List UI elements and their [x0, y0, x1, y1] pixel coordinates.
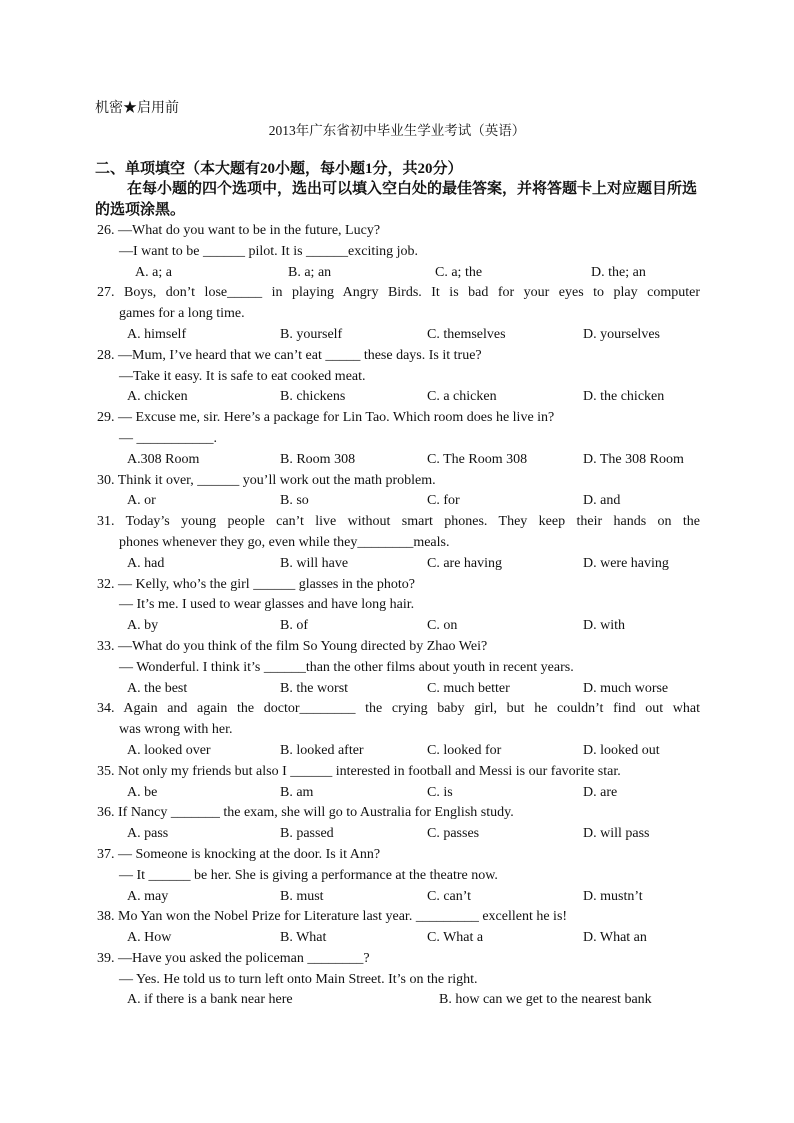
confidential-mark: 机密★启用前 [95, 101, 179, 116]
section-heading: 二、单项填空（本大题有20小题，每小题1分，共20分） [95, 161, 463, 177]
option-b[interactable]: B. looked after [280, 742, 364, 758]
option-b[interactable]: B. What [280, 930, 327, 946]
option-a[interactable]: A. himself [127, 326, 187, 342]
question-item [97, 221, 700, 283]
question-item [97, 762, 700, 804]
option-a[interactable]: A. if there is a bank near here [127, 992, 293, 1008]
option-a[interactable]: A. chicken [127, 389, 188, 405]
options-row [97, 616, 700, 637]
question-item [97, 471, 700, 513]
question-item [97, 699, 700, 761]
options-row [97, 491, 700, 512]
question-item [97, 575, 700, 637]
question-item [97, 949, 700, 1011]
option-d[interactable]: D. the; an [591, 264, 646, 280]
option-b[interactable]: B. must [280, 888, 324, 904]
option-b[interactable]: B. passed [280, 826, 334, 842]
option-b[interactable]: B. so [280, 493, 309, 509]
option-a[interactable]: A. How [127, 930, 172, 946]
option-c[interactable]: C. can’t [427, 888, 472, 904]
option-d[interactable]: D. the chicken [583, 389, 665, 405]
question-line: — Wonderful. I think it’s ______than the other films about youth in recent years. [119, 659, 574, 675]
option-b[interactable]: B. of [280, 618, 308, 634]
option-c[interactable]: C. are having [427, 555, 503, 571]
options-row [97, 990, 700, 1011]
option-a[interactable]: A. by [127, 618, 159, 634]
question-line: was wrong with her. [119, 722, 233, 738]
option-c[interactable]: C. themselves [427, 326, 506, 342]
option-d[interactable]: D. were having [583, 555, 669, 571]
exam-title: 2013年广东省初中毕业生学业考试（英语） [268, 123, 526, 138]
question-line: —Take it easy. It is safe to eat cooked meat. [119, 368, 366, 384]
question-stem: 35. Not only my friends but also I ______ interested in football and Messi is our favorite star. [97, 763, 621, 779]
question-item [97, 845, 700, 907]
question-line: — It ______ be her. She is giving a performance at the theatre now. [119, 867, 498, 883]
option-a[interactable]: A. had [127, 555, 165, 571]
option-a[interactable]: A. a; a [135, 264, 172, 280]
option-d[interactable]: D. What an [583, 930, 647, 946]
question-item [97, 408, 700, 470]
question-stem: 34. Again and again the doctor________ the crying baby girl, but he couldn’t find out what [97, 701, 700, 717]
option-b[interactable]: B. Room 308 [280, 451, 356, 467]
question-stem: 37. — Someone is knocking at the door. Is it Ann? [97, 846, 381, 862]
option-c[interactable]: C. looked for [427, 742, 502, 758]
option-a[interactable]: A. pass [127, 826, 169, 842]
options-row [97, 450, 700, 471]
option-a[interactable]: A. the best [127, 680, 188, 696]
option-b[interactable]: B. how can we get to the nearest bank [439, 992, 652, 1008]
question-stem: 32. — Kelly, who’s the girl ______ glasses in the photo? [97, 576, 415, 592]
options-row [97, 928, 700, 949]
option-d[interactable]: D. The 308 Room [583, 451, 684, 467]
option-b[interactable]: B. will have [280, 555, 349, 571]
option-c[interactable]: C. What a [427, 930, 484, 946]
option-d[interactable]: D. looked out [583, 742, 660, 758]
question-line: —I want to be ______ pilot. It is ______exciting job. [119, 243, 419, 259]
question-item [97, 512, 700, 574]
option-a[interactable]: A. or [127, 493, 156, 509]
option-a[interactable]: A. be [127, 784, 158, 800]
option-a[interactable]: A. may [127, 888, 169, 904]
question-line: — It’s me. I used to wear glasses and have long hair. [119, 597, 415, 613]
question-stem: 26. —What do you want to be in the future, Lucy? [97, 223, 381, 238]
option-b[interactable]: B. the worst [280, 680, 349, 696]
option-c[interactable]: C. is [427, 784, 453, 800]
option-b[interactable]: B. am [280, 784, 314, 800]
question-stem: 29. — Excuse me, sir. Here’s a package for Lin Tao. Which room does he live in? [97, 410, 555, 426]
option-c[interactable]: C. The Room 308 [427, 451, 528, 467]
question-item [97, 907, 700, 949]
option-d[interactable]: D. will pass [583, 826, 650, 842]
option-b[interactable]: B. a; an [288, 264, 332, 280]
question-line: — Yes. He told us to turn left onto Main Street. It’s on the right. [119, 971, 478, 987]
option-b[interactable]: B. yourself [280, 326, 343, 342]
options-row [97, 263, 700, 284]
option-d[interactable]: D. much worse [583, 680, 669, 696]
option-c[interactable]: C. a chicken [427, 389, 497, 405]
question-line: games for a long time. [119, 306, 245, 322]
question-stem: 33. —What do you think of the film So Young directed by Zhao Wei? [97, 638, 488, 654]
question-stem: 38. Mo Yan won the Nobel Prize for Literature last year. _________ excellent he is! [97, 909, 568, 925]
option-c[interactable]: C. for [427, 493, 460, 509]
question-stem: 30. Think it over, ______ you’ll work out the math problem. [97, 472, 436, 488]
question-stem: 39. —Have you asked the policeman ________? [97, 950, 370, 966]
option-b[interactable]: B. chickens [280, 389, 346, 405]
option-c[interactable]: C. on [427, 618, 458, 634]
options-row [97, 887, 700, 908]
question-stem: 31. Today’s young people can’t live without smart phones. They keep their hands on the [97, 514, 700, 530]
options-row [97, 325, 700, 346]
option-d[interactable]: D. mustn’t [583, 888, 643, 904]
question-stem: 27. Boys, don’t lose_____ in playing Angry Birds. It is bad for your eyes to play computer [97, 285, 700, 301]
option-d[interactable]: D. are [583, 784, 618, 800]
options-row [97, 741, 700, 762]
question-item [97, 346, 700, 408]
option-c[interactable]: C. a; the [435, 264, 483, 280]
options-row [97, 824, 700, 845]
options-row [97, 554, 700, 575]
option-c[interactable]: C. passes [427, 826, 480, 842]
question-item [97, 637, 700, 699]
option-c[interactable]: C. much better [427, 680, 510, 696]
question-line: phones whenever they go, even while they________meals. [119, 534, 450, 550]
option-a[interactable]: A. looked over [127, 742, 211, 758]
question-line: — ___________. [119, 430, 217, 446]
question-stem: 36. If Nancy _______ the exam, she will go to Australia for English study. [97, 805, 514, 821]
question-stem: 28. —Mum, I’ve heard that we can’t eat _____ these days. Is it true? [97, 347, 482, 363]
option-a[interactable]: A.308 Room [127, 451, 200, 467]
options-row [97, 679, 700, 700]
option-d[interactable]: D. and [583, 493, 621, 509]
option-d[interactable]: D. yourselves [583, 326, 660, 342]
question-item [97, 283, 700, 345]
question-list [97, 221, 700, 1011]
section-instructions: 在每小题的四个选项中，选出可以填入空白处的最佳答案，并将答题卡上对应题目所选的选项涂黑。 [95, 181, 698, 218]
options-row [97, 783, 700, 804]
question-item [97, 803, 700, 845]
option-d[interactable]: D. with [583, 618, 625, 634]
options-row [97, 387, 700, 408]
